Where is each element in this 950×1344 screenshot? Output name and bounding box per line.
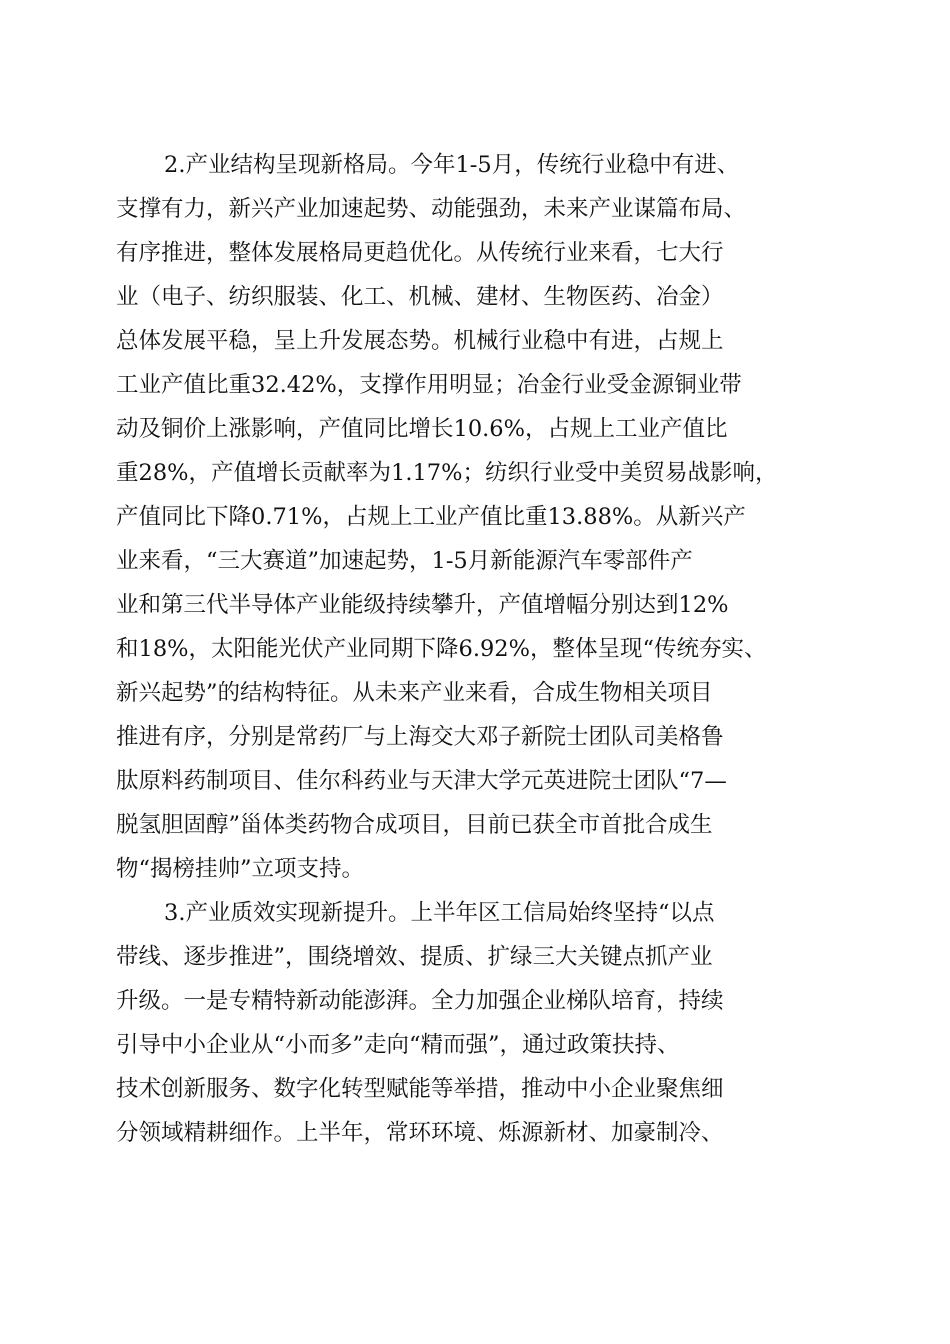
paragraph-2-line-2: 支撑有力，新兴产业加速起势、动能强劲，未来产业谋篇布局、 xyxy=(116,196,747,222)
paragraph-2-line-1: 2.产业结构呈现新格局。今年1-5月，传统行业稳中有进、 xyxy=(164,152,740,178)
paragraph-2-line-17: 物“揭榜挂帅”立项支持。 xyxy=(116,856,365,882)
paragraph-2-line-16: 脱氢胆固醇”甾体类药物合成项目，目前已获全市首批合成生 xyxy=(116,812,713,838)
paragraph-2-line-3: 有序推进，整体发展格局更趋优化。从传统行业来看，七大行 xyxy=(116,240,724,266)
paragraph-3-line-5: 技术创新服务、数字化转型赋能等举措，推动中小企业聚焦细 xyxy=(116,1076,724,1102)
paragraph-2-line-14: 推进有序，分别是常药厂与上海交大邓子新院士团队司美格鲁 xyxy=(116,724,724,750)
paragraph-2-line-15: 肽原料药制项目、佳尔科药业与天津大学元英进院士团队“7— xyxy=(116,768,727,794)
paragraph-3-line-3: 升级。一是专精特新动能澎湃。全力加强企业梯队培育，持续 xyxy=(116,988,724,1014)
paragraph-3-line-4: 引导中小企业从“小而多”走向“精而强”，通过政策扶持、 xyxy=(116,1032,680,1058)
paragraph-2-line-5: 总体发展平稳，呈上升发展态势。机械行业稳中有进，占规上 xyxy=(116,328,724,354)
paragraph-2-line-7: 动及铜价上涨影响，产值同比增长10.6%，占规上工业产值比 xyxy=(116,416,728,442)
paragraph-3-line-6: 分领域精耕细作。上半年，常环环境、烁源新材、加豪制冷、 xyxy=(116,1120,724,1146)
paragraph-2-line-4: 业（电子、纺织服装、化工、机械、建材、生物医药、冶金） xyxy=(116,284,724,310)
body-text xyxy=(116,143,836,1155)
paragraph-2-line-13: 新兴起势”的结构特征。从未来产业来看，合成生物相关项目 xyxy=(116,680,713,706)
paragraph-2-line-9: 产值同比下降0.71%，占规上工业产值比重13.88%。从新兴产 xyxy=(116,504,746,530)
paragraph-2-line-12: 和18%，太阳能光伏产业同期下降6.92%，整体呈现“传统夯实、 xyxy=(116,636,767,662)
paragraph-3-line-1: 3.产业质效实现新提升。上半年区工信局始终坚持“以点 xyxy=(164,900,715,926)
paragraph-2-line-8: 重28%，产值增长贡献率为1.17%；纺织行业受中美贸易战影响， xyxy=(116,460,778,486)
paragraph-2-line-11: 业和第三代半导体产业能级持续攀升，产值增幅分别达到12% xyxy=(116,592,729,618)
paragraph-2-line-6: 工业产值比重32.42%，支撑作用明显；冶金行业受金源铜业带 xyxy=(116,372,742,398)
paragraph-3-line-2: 带线、逐步推进”，围绕增效、提质、扩绿三大关键点抓产业 xyxy=(116,944,713,970)
paragraph-2-line-10: 业来看，“三大赛道”加速起势，1-5月新能源汽车零部件产 xyxy=(116,548,693,574)
